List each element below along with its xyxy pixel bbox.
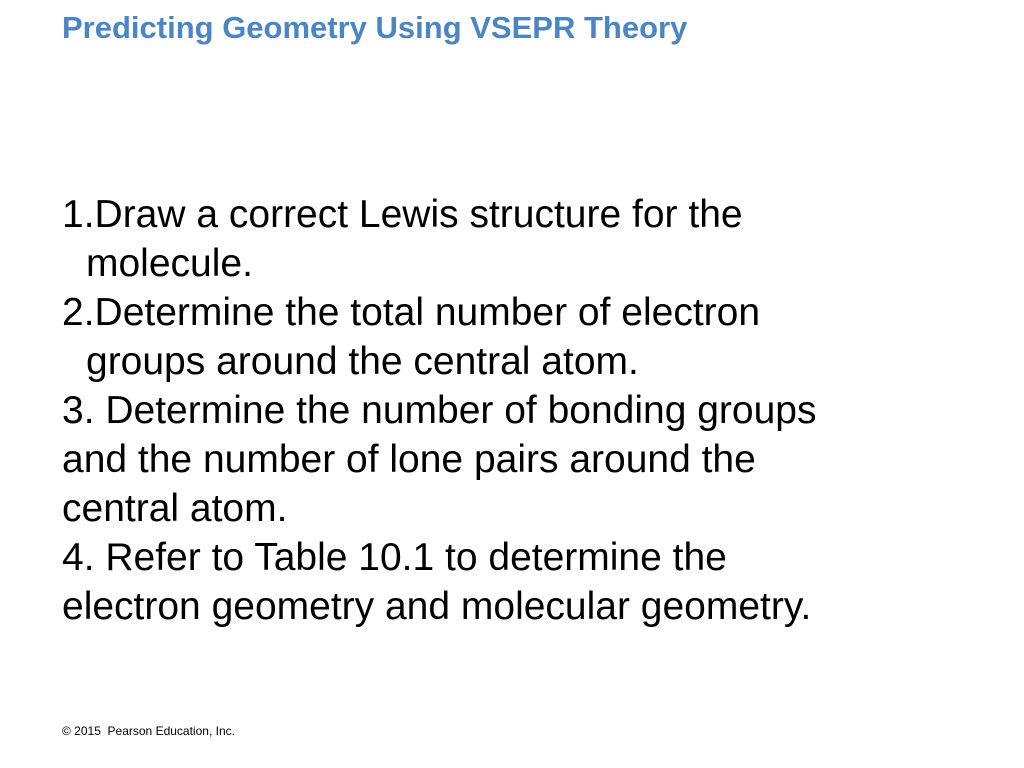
step-4-line-1: 4. Refer to Table 10.1 to determine the (62, 536, 727, 579)
step-1 (62, 190, 982, 288)
step-2 (62, 288, 982, 386)
step-2-line-1: 2.Determine the total number of electron (62, 291, 761, 334)
step-3-line-3: central atom. (62, 487, 288, 530)
step-3-line-1: 3. Determine the number of bonding groups (62, 389, 817, 432)
copyright-footer: © 2015 Pearson Education, Inc. (62, 724, 235, 738)
step-4-line-2: electron geometry and molecular geometry. (62, 585, 812, 628)
step-2-line-2: groups around the central atom. (86, 340, 639, 383)
step-4 (62, 533, 982, 631)
steps-list (62, 190, 982, 631)
slide-title: Predicting Geometry Using VSEPR Theory (62, 10, 688, 45)
step-1-line-1: 1.Draw a correct Lewis structure for the (62, 193, 743, 236)
step-1-line-2: molecule. (86, 242, 253, 285)
step-3 (62, 386, 982, 533)
step-3-line-2: and the number of lone pairs around the (62, 438, 756, 481)
